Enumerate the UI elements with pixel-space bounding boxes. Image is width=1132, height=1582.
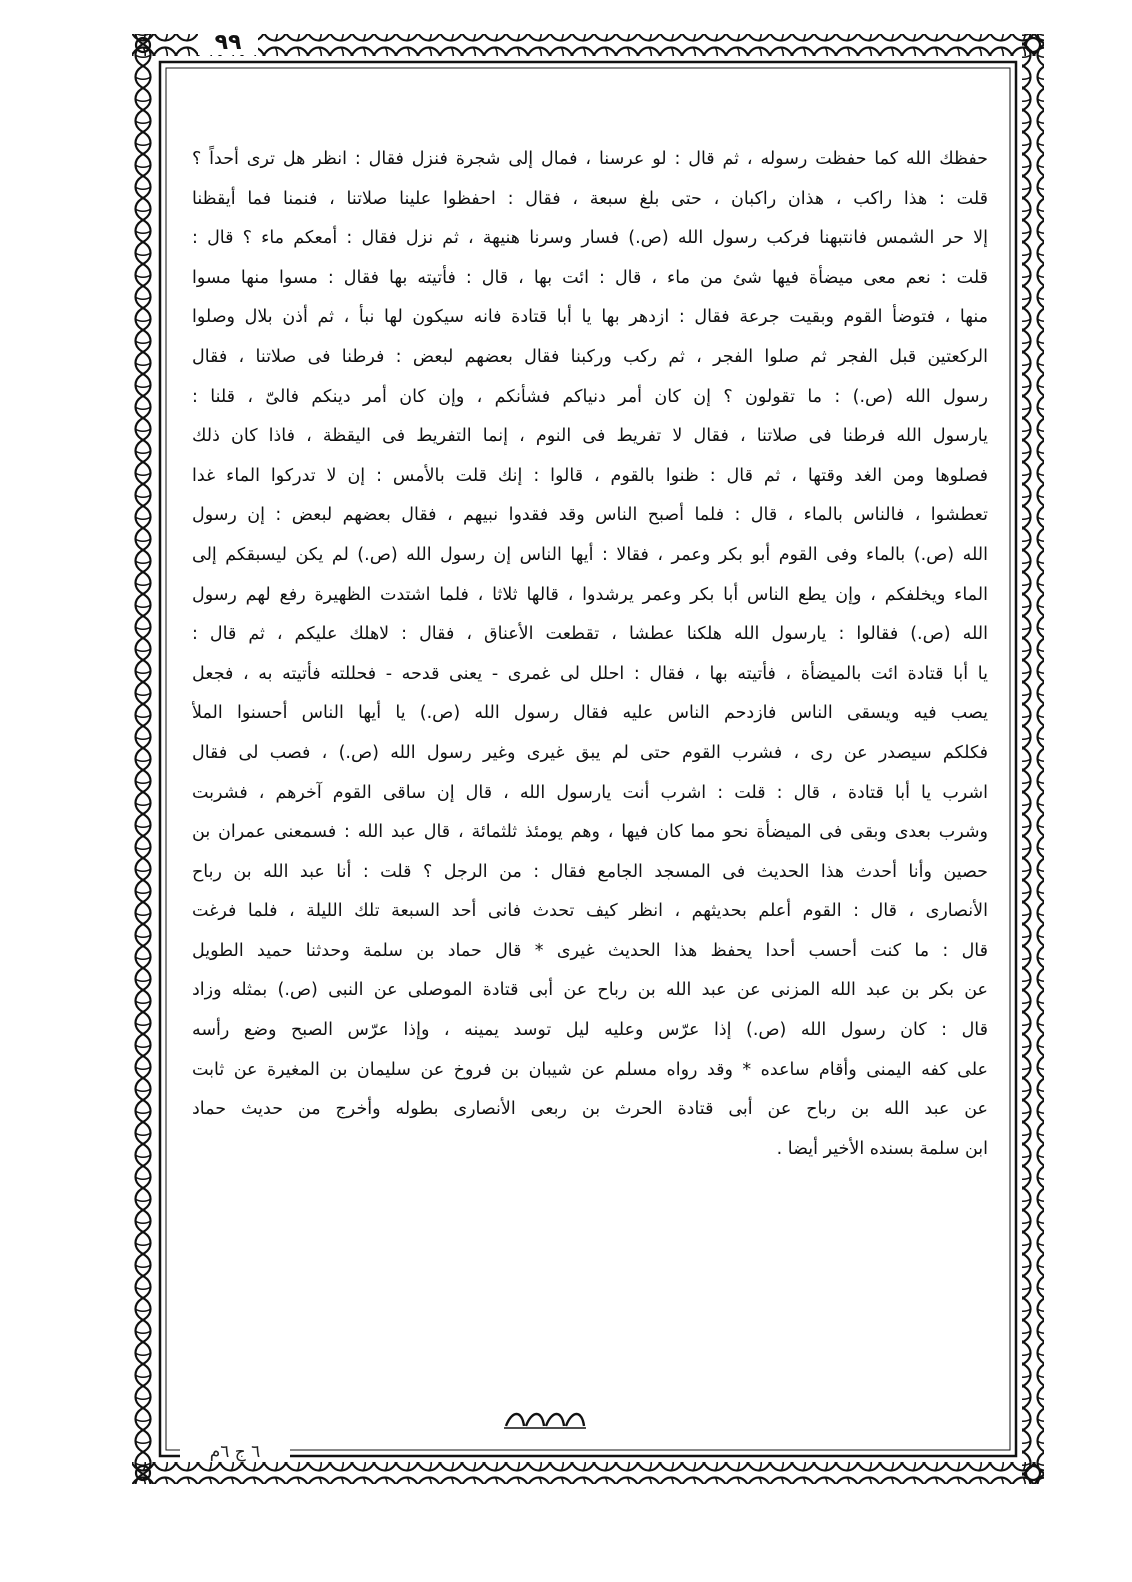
text-line: إلا حر الشمس فانتبهنا فركب رسول الله (ص.) فسار وسرنا هنيهة ، ثم نزل فقال : أمعكم ماء ؟ قال : [192,228,988,249]
text-line: قلت : هذا راكب ، هذان راكبان ، حتى بلغ سبعة ، فقال : احفظوا علينا صلاتنا ، فنمنا فما أيقظنا [192,188,988,209]
text-line: الله (ص.) فقالوا : يارسول الله هلكنا عطشا ، تقطعت الأعناق ، فقال : لاهلك عليكم ، ثم قال : [192,624,988,645]
text-line: قال : كان رسول الله (ص.) إذا عرّس وعليه ليل توسد يمينه ، وإذا عرّس الصبح وضع رأسه [192,1020,988,1041]
text-line: على كفه اليمنى وأقام ساعده * وقد رواه مسلم عن شيبان بن فروخ عن سليمان بن المغيرة عن ثابت [192,1059,988,1080]
text-line: عن بكر بن عبد الله المزنى عن عبد الله بن رباح عن أبى قتادة الموصلى عن النبى (ص.) بمثله وزاد [192,980,988,1001]
text-line: قال : ما كنت أحسب أحدا يحفظ هذا الحديث غيرى * قال حماد بن سلمة وحدثنا حميد الطويل [192,940,988,961]
text-line: فصلوها ومن الغد وقتها ، ثم قال : ظنوا بالقوم ، قالوا : إنك قلت بالأمس : إن لا تدركوا الماء غدا [192,465,988,486]
text-line: رسول الله (ص.) : ما تقولون ؟ إن كان أمر دنياكم فشأنكم ، وإن كان أمر دينكم فالىّ ، قلنا : [192,386,988,407]
text-line: حفظك الله كما حفظت رسوله ، ثم قال : لو عرسنا ، فمال إلى شجرة فنزل فقال : انظر هل ترى أحداً ؟ [192,149,988,169]
text-line: يا أبا قتادة ائت بالميضأة ، فأتيته بها ، فقال : احلل لى غمرى - يعنى قدحه - فحللته فأتيته به ، فجعل [192,663,988,684]
text-line: الله (ص.) بالماء وفى القوم أبو بكر وعمر ، فقالا : أيها الناس إن رسول الله (ص.) لم يكن ليسبقكم إلى [192,544,988,565]
text-line: ابن سلمة بسنده الأخير أيضا . [776,1138,988,1159]
text-line: قلت : نعم معى ميضأة فيها شئ من ماء ، قال : ائت بها ، قال : فأتيته بها فقال : مسوا منها مسوا [192,267,988,288]
closing-ornament-icon [500,1404,590,1434]
signature-code: ٦ ج ٦م [180,1442,290,1462]
page-number: ٩٩ [198,30,258,55]
text-line: منها ، فتوضأ القوم وبقيت جرعة فقال : ازدهر بها يا أبا قتادة فانه سيكون لها نبأ ، ثم أذن بلال وصلوا [192,307,988,328]
text-line: يصب فيه ويسقى الناس فازدحم الناس عليه فقال رسول الله (ص.) يا أيها الناس أحسنوا الملأ [192,703,988,724]
main-text [192,140,988,1390]
text-line: تعطشوا ، فالناس بالماء ، قال : فلما أصبح الناس وقد فقدوا نبيهم ، فقال بعضهم لبعض : إن رسول [192,505,988,526]
text-line: يارسول الله فرطنا فى صلاتنا ، فقال لا تفريط فى النوم ، إنما التفريط فى اليقظة ، فاذا كان ذلك [192,426,988,447]
text-line: الماء ويخلفكم ، وإن يطع الناس أبا بكر وعمر يرشدوا ، قالها ثلاثا ، فلما اشتدت الظهيرة رفع لهم رسول [192,584,988,605]
text-line: الأنصارى ، قال : القوم أعلم بحديثهم ، انظر كيف تحدث فانى أحد السبعة تلك الليلة ، فلما فرغت [192,901,988,922]
text-line: وشرب بعدى وبقى فى الميضأة نحو مما كان فيها ، وهم يومئذ ثلثمائة ، قال عبد الله : فسمعنى عمران بن [192,822,988,843]
text-line: حصين وأنا أحدث هذا الحديث فى المسجد الجامع فقال : من الرجل ؟ قلت : أنا عبد الله بن رباح [192,861,988,882]
text-line: الركعتين قبل الفجر ثم صلوا الفجر ، ثم ركب وركبنا فقال بعضهم لبعض : فرطنا فى صلاتنا ، فقال [192,346,988,367]
text-line: فكلكم سيصدر عن رى ، فشرب القوم حتى لم يبق غيرى وغير رسول الله (ص.) ، فصب لى فقال [192,742,988,763]
text-line: اشرب يا أبا قتادة ، قال : قلت : اشرب أنت يارسول الله ، قال إن ساقى القوم آخرهم ، فشربت [192,782,988,803]
text-line: عن عبد الله بن رباح عن أبى قتادة الحرث بن ربعى الأنصارى بطوله وأخرج من حديث حماد [192,1099,988,1120]
